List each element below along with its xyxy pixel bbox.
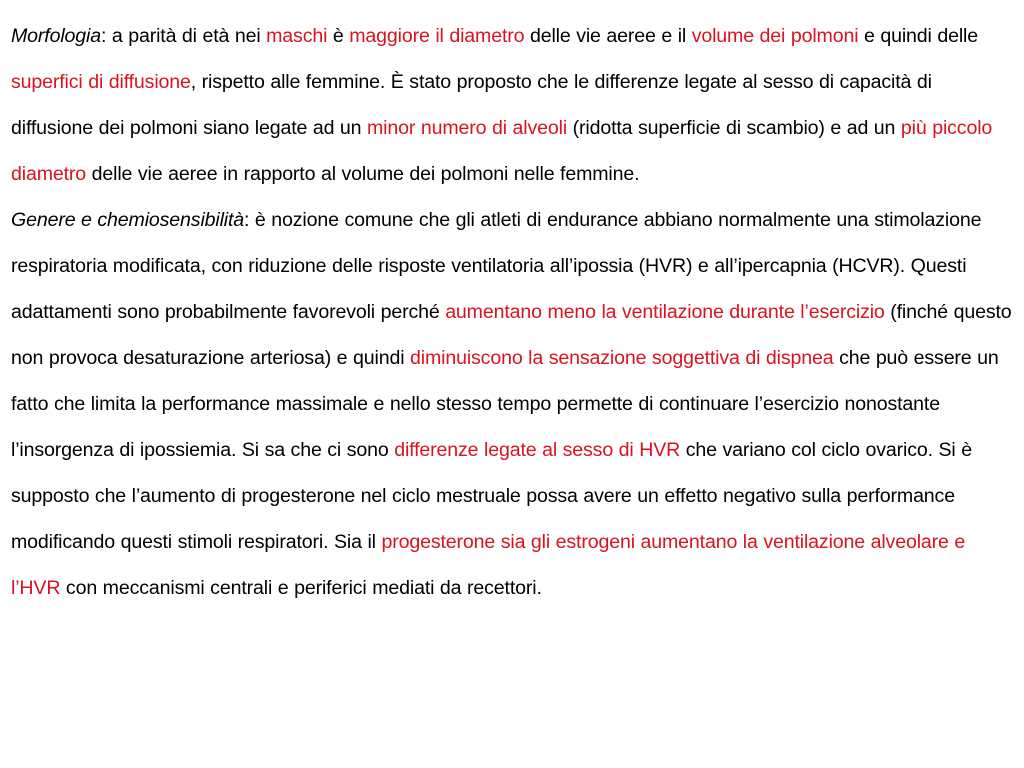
highlight-differenze-sesso-hvr: differenze legate al sesso di HVR bbox=[394, 439, 681, 461]
highlight-piu-piccolo-diametro: più piccolo diametro bbox=[11, 117, 993, 185]
highlight-progesterone-estrogeni: progesterone sia gli estrogeni aumentano la ventilazione alveolare e l’HVR bbox=[11, 531, 966, 599]
highlight-maschi: maschi bbox=[266, 25, 328, 47]
text-segment: delle vie aeree in rapporto al volume dei polmoni nelle femmine. bbox=[86, 163, 640, 185]
text-segment: , rispetto alle femmine. È stato proposto che le differenze legate al sesso di capacità di diffusione dei polmoni siano legate ad un bbox=[11, 71, 932, 139]
paragraph-chemiosensibilita bbox=[11, 197, 1014, 611]
text-segment: che può essere un fatto che limita la performance massimale e nello stesso tempo permette di continuare l’esercizio nonostante l’insorgenza di ipossiemia. Si sa che ci sono bbox=[11, 347, 999, 461]
paragraph-morfologia bbox=[11, 13, 1014, 197]
text-segment: e quindi delle bbox=[858, 25, 978, 47]
text-segment: delle vie aeree e il bbox=[524, 25, 692, 47]
highlight-minor-numero-alveoli: minor numero di alveoli bbox=[367, 117, 568, 139]
text-segment: : a parità di età nei bbox=[100, 25, 267, 47]
text-segment: (ridotta superficie di scambio) e ad un bbox=[567, 117, 901, 139]
text-segment: con meccanismi centrali e periferici mediati da recettori. bbox=[60, 577, 542, 599]
highlight-superfici-diffusione: superfici di diffusione bbox=[11, 71, 191, 93]
text-segment: : è nozione comune che gli atleti di endurance abbiano normalmente una stimolazione respiratoria modificata, con riduzione delle risposte ventilatoria all’ipossia (HVR) e all’ipercapnia (HCVR). Questi adattamenti sono probabilmente favorevoli perché bbox=[11, 209, 982, 323]
text-segment: che variano col ciclo ovarico. Si è supposto che l’aumento di progesterone nel ciclo mestruale possa avere un effetto negativo sulla performance modificando questi stimoli respiratori. Sia il bbox=[11, 439, 972, 553]
highlight-volume-polmoni: volume dei polmoni bbox=[691, 25, 859, 47]
text-segment: è bbox=[327, 25, 350, 47]
highlight-diminuiscono-dispnea: diminuiscono la sensazione soggettiva di dispnea bbox=[410, 347, 834, 369]
heading-morfologia: Morfologia bbox=[11, 25, 101, 47]
heading-genere-chemiosensibilita: Genere e chemiosensibilità bbox=[11, 209, 245, 231]
text-segment: (finché questo non provoca desaturazione arteriosa) e quindi bbox=[11, 301, 1012, 369]
highlight-aumentano-meno-ventilazione: aumentano meno la ventilazione durante l’esercizio bbox=[445, 301, 885, 323]
highlight-maggiore-diametro: maggiore il diametro bbox=[349, 25, 525, 47]
